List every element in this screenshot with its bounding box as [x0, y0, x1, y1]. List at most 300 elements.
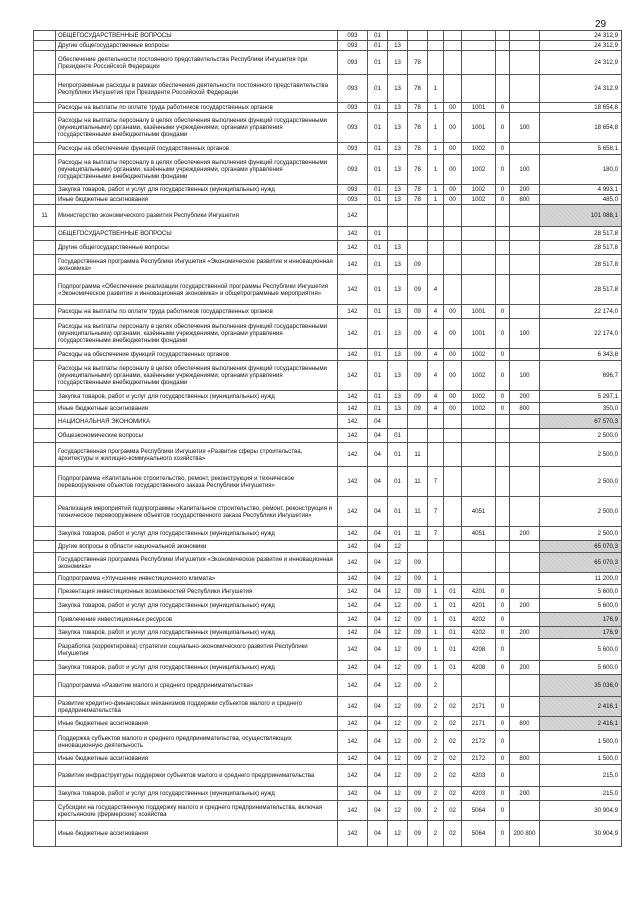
- subprogram-code-cell: [428, 51, 444, 75]
- expense-type-code-cell: 100: [510, 319, 540, 349]
- ministry-code-cell: 142: [338, 613, 368, 627]
- table-row: [34, 527, 622, 541]
- extra-code-cell: [496, 255, 510, 275]
- activity-code-cell: [444, 241, 462, 255]
- direction-code-cell: 4201: [462, 599, 496, 613]
- subprogram-code-cell: 7: [428, 527, 444, 541]
- expense-type-code-cell: [510, 305, 540, 319]
- extra-code-cell: 0: [496, 599, 510, 613]
- table-row: [34, 391, 622, 403]
- direction-code-cell: 4208: [462, 639, 496, 661]
- expense-name-cell: Государственная программа Республики Ингушетия «Экономическое развитие и инновационная экономика»: [56, 553, 338, 573]
- extra-code-cell: 0: [496, 697, 510, 717]
- expense-type-code-cell: [510, 349, 540, 361]
- activity-code-cell: [444, 467, 462, 497]
- extra-code-cell: 0: [496, 801, 510, 821]
- activity-code-cell: [444, 255, 462, 275]
- expense-name-cell: Поддержка субъектов малого и среднего предпринимательства, осуществляющих инновационную деятельность: [56, 731, 338, 753]
- amount-cell: 4 993,1: [540, 185, 622, 195]
- extra-code-cell: 0: [496, 613, 510, 627]
- row-index-cell: [34, 753, 56, 765]
- expense-name-cell: Реализация мероприятий подпрограммы «Капитальное строительство, ремонт, реконструкция и техническое перевооружение объектов государственного заказа Республики Ингушетия»: [56, 497, 338, 527]
- program-code-cell: [408, 227, 428, 241]
- extra-code-cell: [496, 527, 510, 541]
- program-code-cell: 11: [408, 527, 428, 541]
- extra-code-cell: 0: [496, 639, 510, 661]
- activity-code-cell: 02: [444, 801, 462, 821]
- subsection-code-cell: 12: [388, 765, 408, 787]
- direction-code-cell: 1002: [462, 155, 496, 185]
- subprogram-code-cell: 1: [428, 639, 444, 661]
- table-row: [34, 195, 622, 205]
- section-code-cell: 04: [368, 541, 388, 553]
- expense-name-cell: Иные бюджетные ассигнования: [56, 403, 338, 415]
- subprogram-code-cell: [428, 541, 444, 553]
- program-code-cell: 78: [408, 51, 428, 75]
- amount-cell: 1 500,0: [540, 731, 622, 753]
- ministry-code-cell: 142: [338, 227, 368, 241]
- expense-name-cell: Другие общегосударственные вопросы: [56, 241, 338, 255]
- expense-name-cell: Расходы на выплаты персоналу в целях обеспечения выполнения функций государственными (муниципальными) органами, казёнными учреждениями, органами управления государственными внебюджетными фондами: [56, 319, 338, 349]
- extra-code-cell: [496, 51, 510, 75]
- extra-code-cell: [496, 443, 510, 467]
- amount-cell: 2 500,0: [540, 467, 622, 497]
- activity-code-cell: [444, 205, 462, 227]
- activity-code-cell: [444, 527, 462, 541]
- program-code-cell: 09: [408, 627, 428, 639]
- program-code-cell: 09: [408, 675, 428, 697]
- row-index-cell: [34, 541, 56, 553]
- expense-name-cell: Подпрограмма «Обеспечение реализации государственной программы Республики Ингушетия «Экономическое развитие и инновационная экономика» и общепрограммные мероприятия»: [56, 275, 338, 305]
- subprogram-code-cell: 4: [428, 319, 444, 349]
- section-code-cell: 01: [368, 185, 388, 195]
- ministry-code-cell: 142: [338, 255, 368, 275]
- extra-code-cell: 0: [496, 391, 510, 403]
- table-row: [34, 497, 622, 527]
- expense-type-code-cell: [510, 51, 540, 75]
- table-row: [34, 765, 622, 787]
- row-index-cell: [34, 361, 56, 391]
- direction-code-cell: 1002: [462, 403, 496, 415]
- section-code-cell: 01: [368, 103, 388, 113]
- direction-code-cell: 4202: [462, 613, 496, 627]
- ministry-code-cell: 093: [338, 41, 368, 51]
- table-row: [34, 103, 622, 113]
- table-row: [34, 613, 622, 627]
- activity-code-cell: 01: [444, 661, 462, 675]
- ministry-code-cell: 142: [338, 429, 368, 443]
- expense-type-code-cell: [510, 731, 540, 753]
- direction-code-cell: 4201: [462, 585, 496, 599]
- direction-code-cell: [462, 675, 496, 697]
- amount-cell: 696,7: [540, 361, 622, 391]
- section-code-cell: 04: [368, 467, 388, 497]
- subsection-code-cell: 12: [388, 573, 408, 585]
- section-code-cell: 04: [368, 497, 388, 527]
- activity-code-cell: 00: [444, 143, 462, 155]
- expense-name-cell: Привлечение инвестиционных ресурсов: [56, 613, 338, 627]
- expense-type-code-cell: [510, 765, 540, 787]
- program-code-cell: 09: [408, 697, 428, 717]
- subprogram-code-cell: 4: [428, 305, 444, 319]
- amount-cell: 5 297,1: [540, 391, 622, 403]
- subsection-code-cell: 13: [388, 195, 408, 205]
- subsection-code-cell: 13: [388, 319, 408, 349]
- direction-code-cell: [462, 227, 496, 241]
- program-code-cell: 78: [408, 75, 428, 103]
- subprogram-code-cell: 2: [428, 801, 444, 821]
- activity-code-cell: 01: [444, 627, 462, 639]
- row-index-cell: [34, 765, 56, 787]
- table-row: [34, 717, 622, 731]
- activity-code-cell: 02: [444, 765, 462, 787]
- amount-cell: 22 174,0: [540, 319, 622, 349]
- section-code-cell: 04: [368, 639, 388, 661]
- ministry-code-cell: 142: [338, 661, 368, 675]
- subprogram-code-cell: 1: [428, 75, 444, 103]
- table-row: [34, 227, 622, 241]
- ministry-code-cell: 142: [338, 573, 368, 585]
- subprogram-code-cell: 2: [428, 821, 444, 847]
- expense-name-cell: Министерство экономического развития Республики Ингушетия: [56, 205, 338, 227]
- section-code-cell: 04: [368, 753, 388, 765]
- expense-type-code-cell: 200: [510, 599, 540, 613]
- program-code-cell: 78: [408, 155, 428, 185]
- direction-code-cell: 4051: [462, 497, 496, 527]
- subprogram-code-cell: 2: [428, 753, 444, 765]
- program-code-cell: 78: [408, 103, 428, 113]
- subsection-code-cell: 13: [388, 391, 408, 403]
- subprogram-code-cell: 2: [428, 717, 444, 731]
- activity-code-cell: 02: [444, 697, 462, 717]
- amount-cell: 67 570,3: [540, 415, 622, 429]
- expense-type-code-cell: 100: [510, 155, 540, 185]
- extra-code-cell: 0: [496, 753, 510, 765]
- subsection-code-cell: 13: [388, 41, 408, 51]
- activity-code-cell: 02: [444, 717, 462, 731]
- row-index-cell: [34, 31, 56, 41]
- expense-name-cell: Расходы на обеспечение функций государственных органов: [56, 349, 338, 361]
- program-code-cell: 11: [408, 467, 428, 497]
- expense-name-cell: Развитие кредитно-финансовых механизмов поддержки субъектов малого и среднего предпринимательства: [56, 697, 338, 717]
- activity-code-cell: [444, 553, 462, 573]
- ministry-code-cell: 093: [338, 185, 368, 195]
- expense-type-code-cell: [510, 41, 540, 51]
- table-row: [34, 553, 622, 573]
- subprogram-code-cell: 1: [428, 195, 444, 205]
- amount-cell: 1 500,0: [540, 753, 622, 765]
- row-index-cell: [34, 697, 56, 717]
- subprogram-code-cell: 4: [428, 391, 444, 403]
- section-code-cell: 01: [368, 155, 388, 185]
- expense-name-cell: Подпрограмма «Улучшение инвестиционного климата»: [56, 573, 338, 585]
- section-code-cell: 01: [368, 31, 388, 41]
- ministry-code-cell: 093: [338, 143, 368, 155]
- subsection-code-cell: 13: [388, 305, 408, 319]
- subsection-code-cell: 13: [388, 155, 408, 185]
- amount-cell: 65 070,3: [540, 541, 622, 553]
- program-code-cell: [408, 41, 428, 51]
- program-code-cell: [408, 429, 428, 443]
- direction-code-cell: 1002: [462, 185, 496, 195]
- table-row: [34, 573, 622, 585]
- activity-code-cell: [444, 41, 462, 51]
- program-code-cell: [408, 31, 428, 41]
- direction-code-cell: 5064: [462, 821, 496, 847]
- subsection-code-cell: 12: [388, 661, 408, 675]
- expense-type-code-cell: 800: [510, 717, 540, 731]
- subprogram-code-cell: 1: [428, 661, 444, 675]
- row-index-cell: [34, 599, 56, 613]
- expense-name-cell: Иные бюджетные ассигнования: [56, 821, 338, 847]
- extra-code-cell: [496, 541, 510, 553]
- ministry-code-cell: 142: [338, 497, 368, 527]
- direction-code-cell: [462, 51, 496, 75]
- row-index-cell: [34, 275, 56, 305]
- subsection-code-cell: 13: [388, 275, 408, 305]
- subsection-code-cell: 01: [388, 527, 408, 541]
- program-code-cell: 09: [408, 639, 428, 661]
- amount-cell: 6 343,8: [540, 349, 622, 361]
- expense-type-code-cell: [510, 103, 540, 113]
- subprogram-code-cell: 1: [428, 585, 444, 599]
- activity-code-cell: 00: [444, 195, 462, 205]
- subsection-code-cell: 13: [388, 103, 408, 113]
- subsection-code-cell: 13: [388, 51, 408, 75]
- subsection-code-cell: 13: [388, 113, 408, 143]
- row-index-cell: [34, 391, 56, 403]
- subprogram-code-cell: 1: [428, 185, 444, 195]
- amount-cell: 215,0: [540, 765, 622, 787]
- program-code-cell: 11: [408, 497, 428, 527]
- extra-code-cell: [496, 31, 510, 41]
- row-index-cell: [34, 675, 56, 697]
- activity-code-cell: [444, 75, 462, 103]
- section-code-cell: 01: [368, 227, 388, 241]
- subsection-code-cell: 12: [388, 599, 408, 613]
- direction-code-cell: [462, 41, 496, 51]
- row-index-cell: [34, 801, 56, 821]
- activity-code-cell: 01: [444, 639, 462, 661]
- activity-code-cell: [444, 275, 462, 305]
- amount-cell: 5 658,1: [540, 143, 622, 155]
- activity-code-cell: 02: [444, 753, 462, 765]
- expense-type-code-cell: [510, 613, 540, 627]
- subprogram-code-cell: [428, 553, 444, 573]
- expense-type-code-cell: [510, 443, 540, 467]
- subprogram-code-cell: 2: [428, 697, 444, 717]
- section-code-cell: 04: [368, 613, 388, 627]
- ministry-code-cell: 142: [338, 599, 368, 613]
- expense-name-cell: Общеэкономические вопросы: [56, 429, 338, 443]
- direction-code-cell: 4203: [462, 765, 496, 787]
- program-code-cell: 09: [408, 319, 428, 349]
- subprogram-code-cell: [428, 415, 444, 429]
- expense-type-code-cell: 800: [510, 195, 540, 205]
- subsection-code-cell: 13: [388, 403, 408, 415]
- row-index-cell: [34, 241, 56, 255]
- ministry-code-cell: 142: [338, 319, 368, 349]
- subprogram-code-cell: 1: [428, 155, 444, 185]
- subsection-code-cell: [388, 227, 408, 241]
- table-row: [34, 143, 622, 155]
- row-index-cell: [34, 639, 56, 661]
- section-code-cell: 04: [368, 661, 388, 675]
- row-index-cell: [34, 227, 56, 241]
- expense-name-cell: НАЦИОНАЛЬНАЯ ЭКОНОМИКА: [56, 415, 338, 429]
- expense-type-code-cell: 200: [510, 661, 540, 675]
- row-index-cell: [34, 305, 56, 319]
- program-code-cell: 09: [408, 585, 428, 599]
- row-index-cell: [34, 103, 56, 113]
- section-code-cell: 01: [368, 241, 388, 255]
- activity-code-cell: 00: [444, 113, 462, 143]
- ministry-code-cell: 142: [338, 241, 368, 255]
- section-code-cell: 04: [368, 573, 388, 585]
- row-index-cell: [34, 573, 56, 585]
- ministry-code-cell: 142: [338, 349, 368, 361]
- amount-cell: 5 600,0: [540, 599, 622, 613]
- subprogram-code-cell: 7: [428, 467, 444, 497]
- expense-name-cell: Иные бюджетные ассигнования: [56, 753, 338, 765]
- expense-name-cell: Разработка (корректировка) стратегии социально-экономического развития Республики Ингушетия: [56, 639, 338, 661]
- subsection-code-cell: 12: [388, 801, 408, 821]
- activity-code-cell: [444, 227, 462, 241]
- row-index-cell: [34, 349, 56, 361]
- ministry-code-cell: 142: [338, 585, 368, 599]
- direction-code-cell: 1002: [462, 361, 496, 391]
- amount-cell: 28 517,8: [540, 227, 622, 241]
- expense-name-cell: Другие вопросы в области национальной экономики: [56, 541, 338, 553]
- activity-code-cell: [444, 497, 462, 527]
- direction-code-cell: 1001: [462, 103, 496, 113]
- program-code-cell: 09: [408, 753, 428, 765]
- table-row: [34, 443, 622, 467]
- subsection-code-cell: 12: [388, 731, 408, 753]
- subsection-code-cell: 12: [388, 639, 408, 661]
- extra-code-cell: 0: [496, 185, 510, 195]
- activity-code-cell: 02: [444, 731, 462, 753]
- direction-code-cell: [462, 75, 496, 103]
- subprogram-code-cell: 2: [428, 765, 444, 787]
- extra-code-cell: 0: [496, 195, 510, 205]
- activity-code-cell: [444, 31, 462, 41]
- direction-code-cell: 2172: [462, 753, 496, 765]
- row-index-cell: [34, 527, 56, 541]
- subprogram-code-cell: 7: [428, 497, 444, 527]
- subprogram-code-cell: [428, 255, 444, 275]
- direction-code-cell: [462, 241, 496, 255]
- activity-code-cell: 00: [444, 319, 462, 349]
- section-code-cell: 01: [368, 41, 388, 51]
- activity-code-cell: 00: [444, 103, 462, 113]
- extra-code-cell: [496, 467, 510, 497]
- direction-code-cell: [462, 541, 496, 553]
- ministry-code-cell: 142: [338, 697, 368, 717]
- table-row: [34, 31, 622, 41]
- subsection-code-cell: 13: [388, 361, 408, 391]
- program-code-cell: [408, 205, 428, 227]
- subsection-code-cell: 12: [388, 717, 408, 731]
- row-index-cell: 11: [34, 205, 56, 227]
- row-index-cell: [34, 661, 56, 675]
- table-row: [34, 661, 622, 675]
- expense-name-cell: Расходы на выплаты персоналу в целях обеспечения выполнения функций государственными (муниципальными) органами, казёнными учреждениями, органами управления государственными внебюджетными фондами: [56, 113, 338, 143]
- table-row: [34, 319, 622, 349]
- table-row: [34, 155, 622, 185]
- expense-name-cell: Подпрограмма «Развитие малого и среднего предпринимательства»: [56, 675, 338, 697]
- amount-cell: 176,9: [540, 613, 622, 627]
- table-row: [34, 467, 622, 497]
- ministry-code-cell: 093: [338, 75, 368, 103]
- direction-code-cell: [462, 443, 496, 467]
- expense-type-code-cell: [510, 143, 540, 155]
- table-row: [34, 675, 622, 697]
- activity-code-cell: 01: [444, 599, 462, 613]
- activity-code-cell: [444, 573, 462, 585]
- subprogram-code-cell: 1: [428, 143, 444, 155]
- expense-name-cell: Расходы на обеспечение функций государственных органов: [56, 143, 338, 155]
- section-code-cell: 01: [368, 275, 388, 305]
- row-index-cell: [34, 319, 56, 349]
- expense-name-cell: Закупка товаров, работ и услуг для государственных (муниципальных) нужд: [56, 527, 338, 541]
- section-code-cell: 01: [368, 75, 388, 103]
- extra-code-cell: 0: [496, 787, 510, 801]
- extra-code-cell: 0: [496, 143, 510, 155]
- subprogram-code-cell: 4: [428, 349, 444, 361]
- section-code-cell: [368, 205, 388, 227]
- row-index-cell: [34, 731, 56, 753]
- ministry-code-cell: 142: [338, 541, 368, 553]
- direction-code-cell: 1002: [462, 195, 496, 205]
- extra-code-cell: [496, 553, 510, 573]
- activity-code-cell: [444, 541, 462, 553]
- activity-code-cell: 01: [444, 613, 462, 627]
- expense-name-cell: Иные бюджетные ассигнования: [56, 717, 338, 731]
- expense-type-code-cell: [510, 255, 540, 275]
- row-index-cell: [34, 497, 56, 527]
- direction-code-cell: 4203: [462, 787, 496, 801]
- program-code-cell: 09: [408, 801, 428, 821]
- table-row: [34, 415, 622, 429]
- extra-code-cell: 0: [496, 319, 510, 349]
- expense-type-code-cell: 200: [510, 391, 540, 403]
- subsection-code-cell: 12: [388, 675, 408, 697]
- extra-code-cell: [496, 41, 510, 51]
- amount-cell: 28 517,8: [540, 275, 622, 305]
- expense-type-code-cell: 100: [510, 113, 540, 143]
- amount-cell: 30 904,9: [540, 801, 622, 821]
- section-code-cell: 01: [368, 195, 388, 205]
- section-code-cell: 01: [368, 349, 388, 361]
- extra-code-cell: 0: [496, 585, 510, 599]
- subprogram-code-cell: [428, 205, 444, 227]
- subprogram-code-cell: [428, 41, 444, 51]
- extra-code-cell: 0: [496, 627, 510, 639]
- subsection-code-cell: [388, 415, 408, 429]
- subsection-code-cell: 12: [388, 613, 408, 627]
- section-code-cell: 04: [368, 585, 388, 599]
- direction-code-cell: 1001: [462, 113, 496, 143]
- row-index-cell: [34, 155, 56, 185]
- activity-code-cell: 02: [444, 787, 462, 801]
- subsection-code-cell: 01: [388, 497, 408, 527]
- amount-cell: 24 312,9: [540, 31, 622, 41]
- ministry-code-cell: 142: [338, 205, 368, 227]
- expense-name-cell: ОБЩЕГОСУДАРСТВЕННЫЕ ВОПРОСЫ: [56, 31, 338, 41]
- extra-code-cell: [496, 75, 510, 103]
- table-row: [34, 639, 622, 661]
